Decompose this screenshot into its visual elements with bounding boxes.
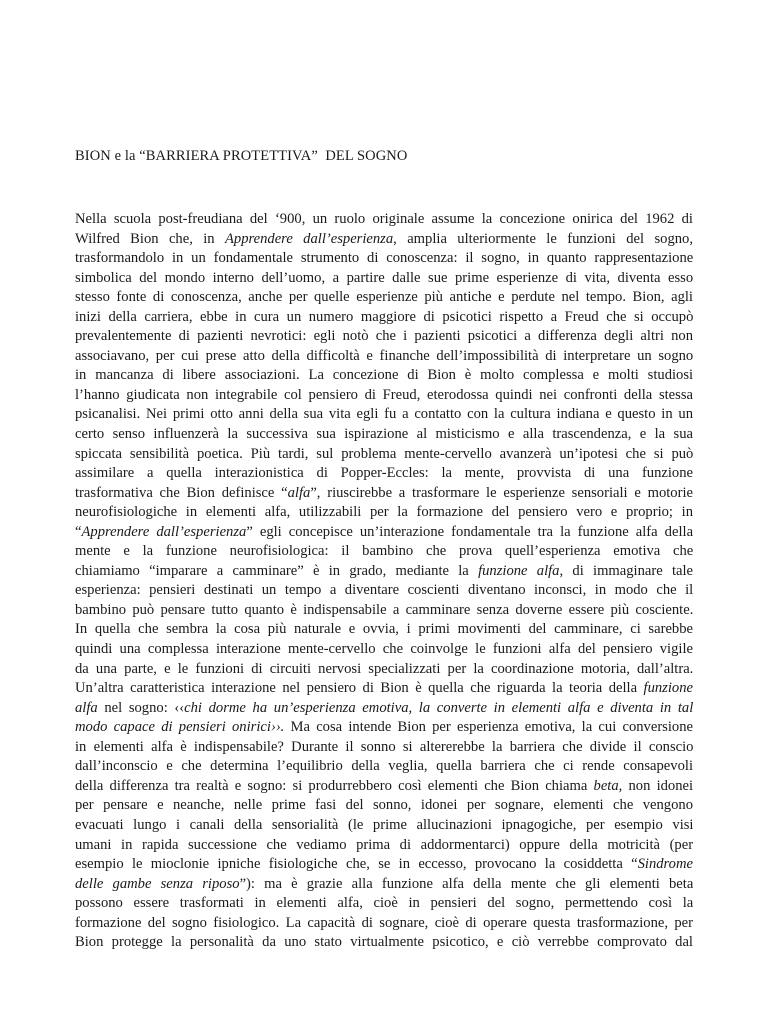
text-run: certo senso influenzerà la successiva sua ispirazione al misticismo e alla trascendenza, e la sua	[75, 426, 693, 443]
text-run: esperienza: pensieri destinati un tempo a diventare coscienti diventano inconsci, in modo che il	[75, 582, 693, 599]
text-line	[75, 425, 693, 445]
text-line	[75, 581, 693, 601]
text-line	[75, 405, 693, 425]
text-line	[75, 660, 693, 680]
text-run: Bion protegge la personalità da uno stato virtualmente psicotico, e ciò verrebbe comprovato dal	[75, 934, 693, 951]
italic-text-run: funzione	[643, 680, 693, 697]
text-run: spiccata sensibilità poetica. Più tardi, sul problema mente-cervello avanzerà un’ipotesi che si può	[75, 445, 693, 462]
text-line	[75, 327, 693, 347]
text-line	[75, 640, 693, 660]
text-run: esempio le mioclonie ipniche fisiologiche che, se in eccesso, provocano la cosiddetta “	[75, 856, 638, 873]
italic-text-run: alfa	[75, 699, 98, 716]
text-line	[75, 816, 693, 836]
text-line	[75, 347, 693, 367]
text-line	[75, 875, 693, 895]
text-run: prevalentemente di pazienti nevrotici: egli notò che i pazienti psicotici a differenza degli altri non	[75, 328, 693, 345]
text-line	[75, 855, 693, 875]
text-line	[75, 269, 693, 289]
text-line	[75, 484, 693, 504]
text-line	[75, 288, 693, 308]
text-line	[75, 601, 693, 621]
italic-text-run: modo capace di pensieri onirici››.	[75, 719, 285, 736]
text-line	[75, 699, 693, 719]
text-line	[75, 757, 693, 777]
text-run: Wilfred Bion che, in	[75, 230, 225, 247]
text-run: associavano, per cui prese atto della difficoltà e finanche dell’impossibilità di interpretare un sogno	[75, 347, 693, 364]
text-run: assimilare a quella interazionistica di Popper-Eccles: la mente, provvista di una funzione	[75, 465, 693, 482]
text-run: umani in rapida successione che vediamo prima di addormentarci) oppure della motricità (per	[75, 836, 693, 853]
text-run: quindi una complessa interazione mente-cervello che coinvolge le funzioni alfa del pensiero vigile	[75, 641, 693, 658]
italic-text-run: Sindrome	[637, 856, 693, 873]
text-run: evacuati lungo i canali della sensorialità (le prime allucinazioni ipnagogiche, per esempio visi	[75, 816, 693, 833]
text-line	[75, 836, 693, 856]
italic-text-run: funzione alfa	[478, 562, 560, 579]
italic-text-run: delle gambe senza riposo	[75, 875, 240, 892]
text-line	[75, 230, 693, 250]
document-title: BION e la “BARRIERA PROTETTIVA” DEL SOGNO	[75, 148, 408, 164]
text-run: l’hanno giudicata non integrabile col pensiero di Freud, eterodossa quindi nei confronti della stessa	[75, 386, 693, 403]
text-line	[75, 562, 693, 582]
italic-text-run: Apprendere dall’esperienza	[81, 523, 247, 540]
text-line	[75, 679, 693, 699]
text-run: trasformativa che Bion definisce “	[75, 484, 288, 501]
text-run: in mancanza di libere associazioni. La concezione di Bion è molto complessa e molti studiosi	[75, 367, 693, 384]
text-line	[75, 308, 693, 328]
text-line	[75, 620, 693, 640]
text-line	[75, 933, 693, 953]
text-line	[75, 210, 693, 230]
italic-text-run: beta	[593, 777, 619, 794]
text-line	[75, 366, 693, 386]
text-run: , non idonei	[618, 777, 693, 794]
text-run: In quella che sembra la cosa più naturale e ovvia, i primi movimenti del camminare, ci sarebbe	[75, 621, 693, 638]
text-run: simbolica del mondo interno dell’uomo, a partire dalle sue prime esperienze di vita, diventa esso	[75, 269, 693, 286]
text-run: formazione del sogno fisiologico. La capacità di sognare, cioè di operare questa trasformazione, per	[75, 914, 693, 931]
text-line	[75, 249, 693, 269]
text-line	[75, 777, 693, 797]
text-run: ”, riuscirebbe a trasformare le esperienze sensoriali e motorie	[310, 484, 693, 501]
text-run: trasformandolo in un fondamentale strumento di conoscenza: il sogno, in quanto rappresentazione	[75, 250, 693, 267]
text-run: mente e la funzione neurofisiologica: il bambino che prova quell’esperienza emotiva che	[75, 543, 693, 560]
text-run: dall’inconscio e che determina l’equilibrio della veglia, quella barriera che ci rende consapevoli	[75, 758, 693, 775]
text-run: “	[75, 523, 82, 540]
text-run: Un’altra caratteristica interazione nel pensiero di Bion è quella che riguarda la teoria della	[75, 680, 644, 697]
text-run: , amplia ulteriormente le funzioni del sogno,	[393, 230, 693, 247]
text-run: Nella scuola post-freudiana del ‘900, un ruolo originale assume la concezione onirica del 1962 di	[75, 211, 693, 227]
body-paragraph	[75, 210, 693, 953]
text-run: della differenza tra realtà e sogno: si produrrebbero così elementi che Bion chiama	[75, 777, 594, 794]
text-line	[75, 445, 693, 465]
italic-text-run: chi dorme ha un’esperienza emotiva, la converte in elementi alfa e diventa in tal	[184, 699, 693, 716]
text-run: chiamiamo “imparare a camminare” è in grado, mediante la	[75, 562, 479, 579]
text-run: Ma cosa intende Bion per esperienza emotiva, la cui conversione	[284, 719, 693, 736]
text-line	[75, 738, 693, 758]
text-run: bambino può pensare tutto quanto è indispensabile a camminare senza doverne essere più cosciente.	[75, 601, 693, 618]
text-run: neurofisiologiche in elementi alfa, utilizzabili per la formazione del pensiero vero e proprio; in	[75, 504, 693, 521]
text-line	[75, 464, 693, 484]
text-line	[75, 523, 693, 543]
text-line	[75, 386, 693, 406]
text-run: ” egli concepisce un’interazione fondamentale tra la funzione alfa della	[246, 523, 693, 540]
text-run: ”): ma è grazie alla funzione alfa della mente che gli elementi beta	[239, 875, 693, 892]
text-line	[75, 796, 693, 816]
text-run: inizi della carriera, ebbe in cura un numero maggiore di psicotici rispetto a Freud che si occupò	[75, 308, 693, 325]
italic-text-run: alfa	[287, 484, 311, 501]
text-run: possono essere trasformati in elementi alfa, cioè in pensieri del sogno, permettendo così la	[75, 895, 693, 912]
text-run: in elementi alfa è indispensabile? Durante il sonno si altererebbe la barriera che divide il conscio	[75, 738, 693, 755]
text-run: stesso fonte di conoscenza, anche per quelle esperienze più antiche e perdute nel tempo. Bion, agli	[75, 289, 693, 306]
text-line	[75, 914, 693, 934]
text-run: per pensare e neanche, nelle prime fasi del sonno, idonei per sognare, elementi che vengono	[75, 797, 693, 814]
text-line	[75, 894, 693, 914]
text-line	[75, 542, 693, 562]
text-line	[75, 503, 693, 523]
italic-text-run: Apprendere dall’esperienza	[224, 230, 394, 247]
text-run: psicanalisi. Nei primi otto anni della sua vita egli fu a contatto con la cultura indiana e questo in un	[75, 406, 693, 423]
text-run: nel sogno: ‹‹	[97, 699, 185, 716]
text-line	[75, 718, 693, 738]
text-run: , di immaginare tale	[559, 562, 693, 579]
text-run: da una parte, e le funzioni di circuiti nervosi specializzati per la coordinazione motoria, dall’altra.	[75, 660, 693, 677]
